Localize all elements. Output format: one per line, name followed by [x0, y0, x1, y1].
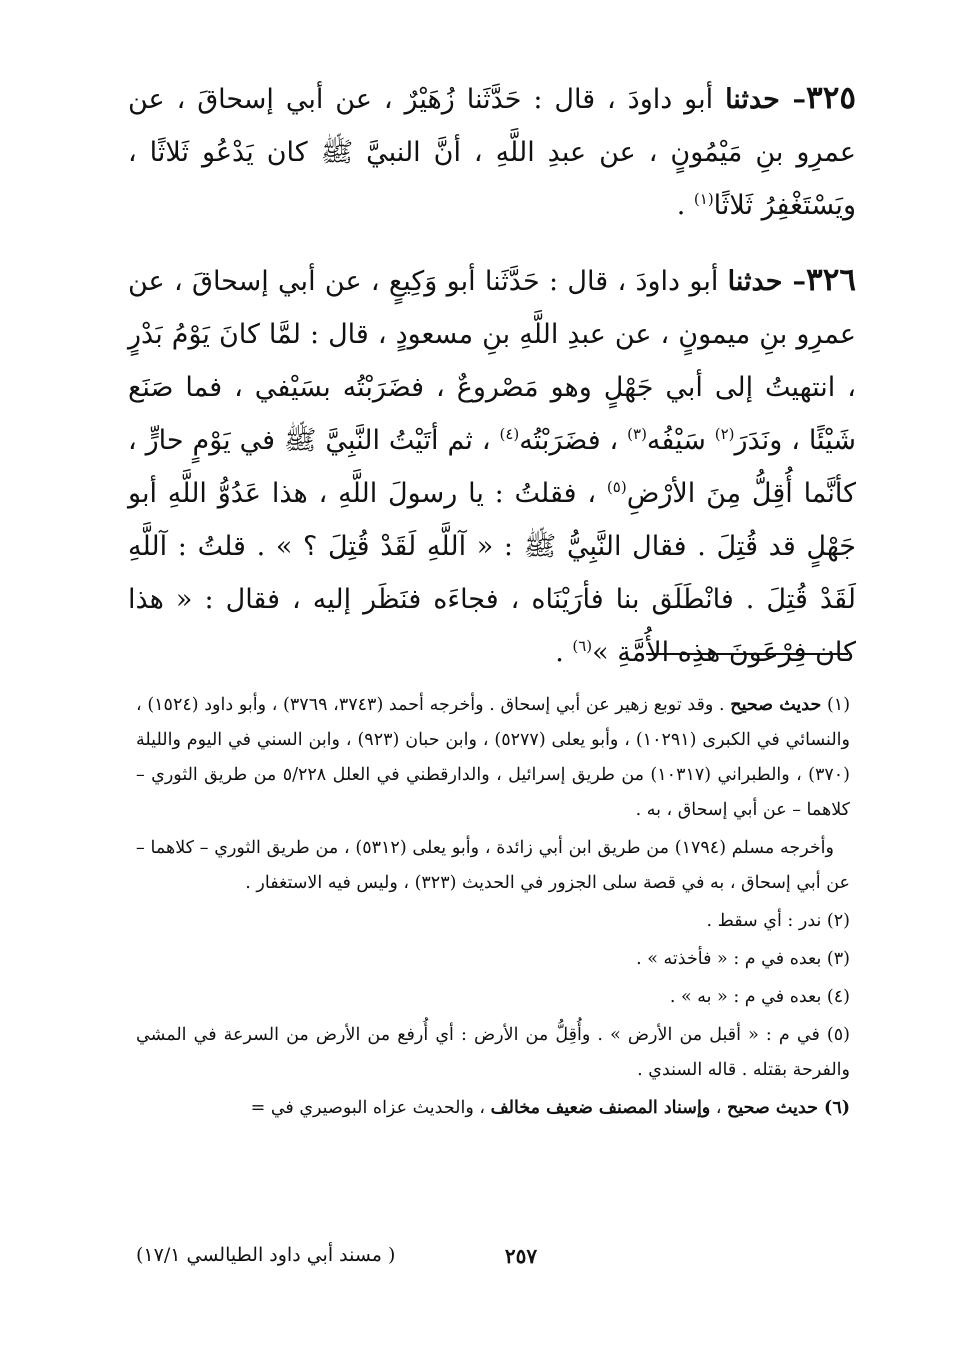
- footnote-marker: (٣): [627, 425, 647, 443]
- footnote-3: (٣) بعده في م : « فأخذته » .: [636, 949, 850, 969]
- footnote-4: (٤) بعده في م : « به » .: [669, 987, 850, 1007]
- grading: حديث صحيح: [730, 695, 822, 715]
- footnote-marker: (٢): [714, 425, 735, 443]
- hadith-end: .: [555, 637, 573, 668]
- separator: ،: [710, 1098, 728, 1118]
- grading: حديث صحيح: [727, 1098, 818, 1118]
- hadith-lead: – حدثنا: [727, 266, 807, 297]
- source-reference: ( مسند أبي داود الطيالسي ١٧/١): [136, 1244, 396, 1266]
- footnote-1-continued: وأخرجه مسلم (١٧٩٤) من طريق ابن أبي زائدة ، وأبو يعلى (٥٣١٢) ، من طريق الثوري – كلاهما – عن أبي إسحاق ، به في قصة سلى الجزور في الحديث (٣٢٣) ، وليس فيه الاستغفار .: [136, 838, 850, 893]
- hadith-lead: – حدثنا: [725, 84, 807, 115]
- hadith-text: أبو داودَ ، قال : حَدَّثَنا زُهَيْرٌ ، عن أبي إسحاقَ ، عن عمرِو بنِ مَيْمُونٍ ، عن عبدِ اللَّهِ ، أنَّ النبيَّ ﷺ كان يَدْعُو ثَلاثًا ، ويَسْتَغْفِرُ ثَلاثًا: [128, 84, 856, 221]
- hadith-text: سَيْفُه: [646, 425, 715, 456]
- footnote-5: (٥) في م : « أقبل من الأرض » . وأُقِلُّ من الأرض : أي أُرفع من الأرض من السرعة في المشي والفرحة بقتله . قاله السندي .: [136, 1025, 850, 1080]
- hadith-325: [128, 72, 856, 232]
- footnote-2: (٢) ندر : أي سقط .: [706, 911, 850, 931]
- hadith-text: ، فقلتُ : يا رسولَ اللَّهِ ، هذا عَدُوُّ اللَّهِ أبو جَهْلٍ قد قُتِلَ . فقال النَّبِيُّ ﷺ : « آللَّهِ لَقَدْ قُتِلَ ؟ » . قلتُ : آللَّهِ لَقَدْ قُتِلَ . فانْطَلَق بنا فأرَيْنَاه ، فجاءَه فنَظَر إليه ، فقال : « هذا كان فِرْعَونَ هذِه الأُمَّةِ »: [128, 478, 856, 668]
- footnote-marker: (٦): [572, 637, 593, 655]
- footnote-1: [136, 688, 850, 828]
- grading: وإسناد المصنف ضعيف مخالف: [490, 1098, 711, 1118]
- hadith-326: [128, 254, 856, 679]
- footnotes: [136, 688, 850, 1129]
- footnote-number: (١): [821, 695, 851, 715]
- footnote-marker: (٤): [499, 425, 520, 443]
- footnote-divider: [646, 653, 848, 655]
- footnote-text: ، والحديث عزاه البوصيري في =: [250, 1098, 491, 1118]
- footnote-number: (٦): [817, 1098, 850, 1118]
- hadith-text: أبو داودَ ، قال : حَدَّثَنا أبو وَكِيعٍ ، عن أبي إسحاقَ ، عن عمرِو بنِ ميمونٍ ، عن عبدِ اللَّهِ بنِ مسعودٍ ، قال : لمَّا كانَ يَوْمُ بَدْرٍ ، انتهيتُ إلى أبي جَهْلٍ وهو مَصْروعٌ ، فضَرَبْتُه بسَيْفي ، فما صَنَع شَيْئًا ، ونَدَرَ: [128, 266, 856, 456]
- footnote-6: [136, 1091, 850, 1126]
- footnote-text: . وقد توبع زهير عن أبي إسحاق . وأخرجه أحمد (٣٧٤٣، ٣٧٦٩) ، وأبو داود (١٥٢٤) ، والنسائي في الكبرى (١٠٢٩١) ، وأبو يعلى (٥٢٧٧) ، وابن حبان (٩٢٣) ، وابن السني في اليوم والليلة (٣٧٠) ، والطبراني (١٠٣١٧) من طريق إسرائيل ، والدارقطني في العلل ٥/٢٢٨ من طريق الثوري – كلاهما – عن أبي إسحاق ، به .: [136, 695, 850, 820]
- footnote-marker: (١): [693, 190, 714, 208]
- hadith-text: ، فضَرَبْتُه: [519, 425, 628, 456]
- page-number: ٢٥٧: [504, 1244, 538, 1268]
- hadith-number: ٣٢٥: [806, 80, 856, 116]
- main-text: [128, 72, 856, 679]
- hadith-text: ، ثم أتَيْتُ النَّبِيَّ ﷺ في يَوْمٍ حارٍّ ، كأنَّما أُقِلُّ مِنَ الأرْضِ: [128, 425, 856, 509]
- page-footer: [136, 1244, 850, 1274]
- hadith-end: .: [676, 190, 694, 221]
- hadith-number: ٣٢٦: [806, 262, 856, 298]
- footnote-marker: (٥): [606, 478, 627, 496]
